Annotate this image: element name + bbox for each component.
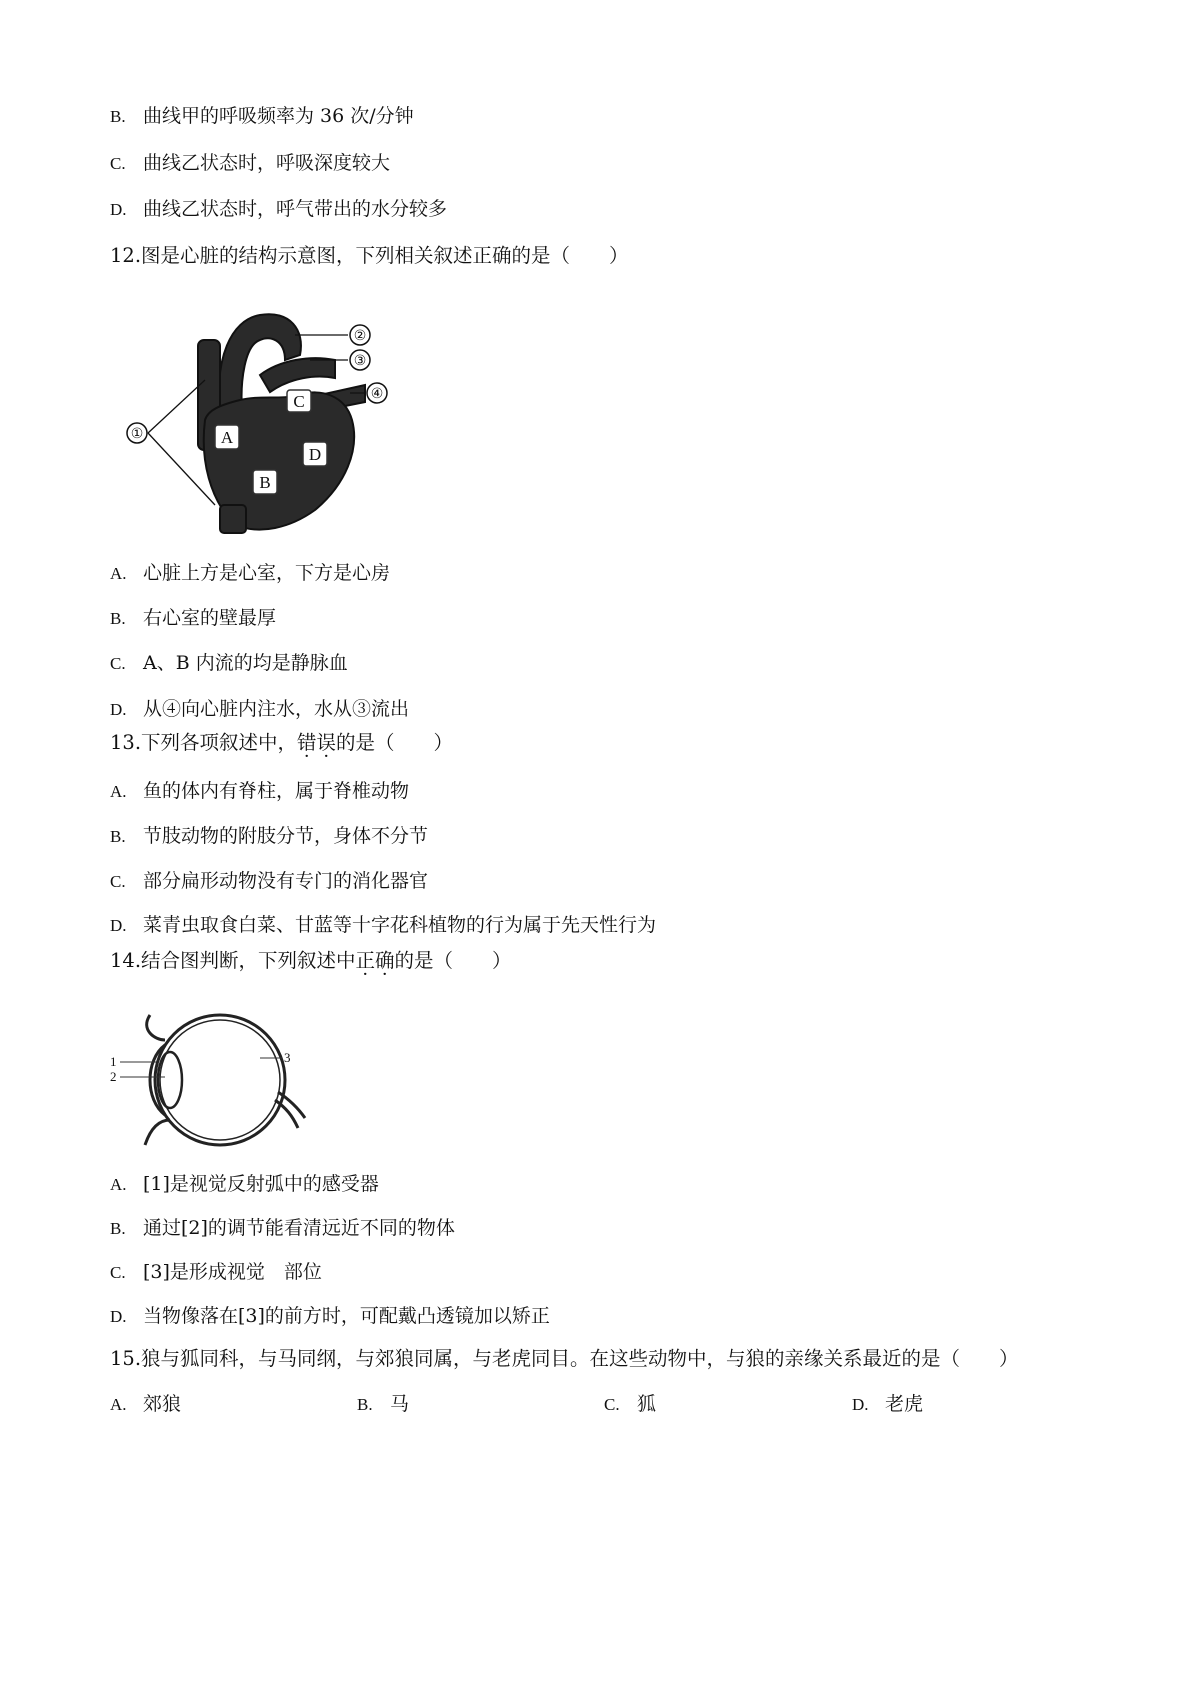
q15-option-b: B. 马 [357,1393,410,1415]
q11-option-d: D. 曲线乙状态时，呼气带出的水分较多 [110,198,448,220]
q13-option-c: C. 部分扁形动物没有专门的消化器官 [110,870,429,892]
heart-label-d: D [308,445,322,464]
heart-label-1: ① [130,426,144,442]
q12-option-c: C. A、B 内流的均是静脉血 [110,652,348,674]
q12-stem: 12.图是心脏的结构示意图，下列相关叙述正确的是（ ） [110,244,629,267]
eye-label-1: 1 [110,1054,117,1069]
q15-option-d: D. 老虎 [852,1393,924,1415]
q13-option-a: A. 鱼的体内有脊柱，属于脊椎动物 [110,780,410,802]
q12-option-b: B. 右心室的壁最厚 [110,607,277,629]
q12-option-d: D. 从④向心脏内注水，水从③流出 [110,698,410,720]
heart-label-c: C [293,392,305,411]
q14-option-c: C. [3]是形成视觉 部位 [110,1261,322,1283]
heart-label-a: A [220,428,234,447]
q13-option-b: B. 节肢动物的附肢分节，身体不分节 [110,825,429,847]
q11-option-c: C. 曲线乙状态时，呼吸深度较大 [110,152,391,174]
heart-label-b: B [259,473,271,492]
q14-stem: 14.结合图判断，下列叙述中正确的是（ ） [110,949,512,972]
heart-label-3: ③ [353,353,367,369]
heart-diagram [120,300,420,540]
q15-option-c: C. 狐 [604,1393,657,1415]
eye-label-2: 2 [110,1069,117,1084]
q13-option-d: D. 菜青虫取食白菜、甘蓝等十字花科植物的行为属于先天性行为 [110,914,657,936]
q14-option-d: D. 当物像落在[3]的前方时，可配戴凸透镜加以矫正 [110,1305,550,1327]
heart-label-2: ② [353,328,367,344]
q11-option-b: B. 曲线甲的呼吸频率为 36 次/分钟 [110,105,414,127]
eye-diagram [110,1000,310,1160]
q15-stem: 15.狼与狐同科，与马同纲，与郊狼同属，与老虎同目。在这些动物中，与狼的亲缘关系最近的是（ ） [110,1347,1019,1370]
q14-option-b: B. 通过[2]的调节能看清远近不同的物体 [110,1217,455,1239]
q12-option-a: A. 心脏上方是心室，下方是心房 [110,562,391,584]
q14-option-a: A. [1]是视觉反射弧中的感受器 [110,1173,379,1195]
emphasis-char: 确 [375,949,395,972]
q15-option-a: A. 郊狼 [110,1393,182,1415]
q13-stem: 13.下列各项叙述中，错误的是（ ） [110,731,454,754]
eye-label-3: 3 [284,1050,291,1065]
emphasis-char: 误 [316,731,337,754]
emphasis-char: 正 [355,949,376,972]
heart-label-4: ④ [370,386,384,402]
emphasis-char: 错 [297,731,317,754]
